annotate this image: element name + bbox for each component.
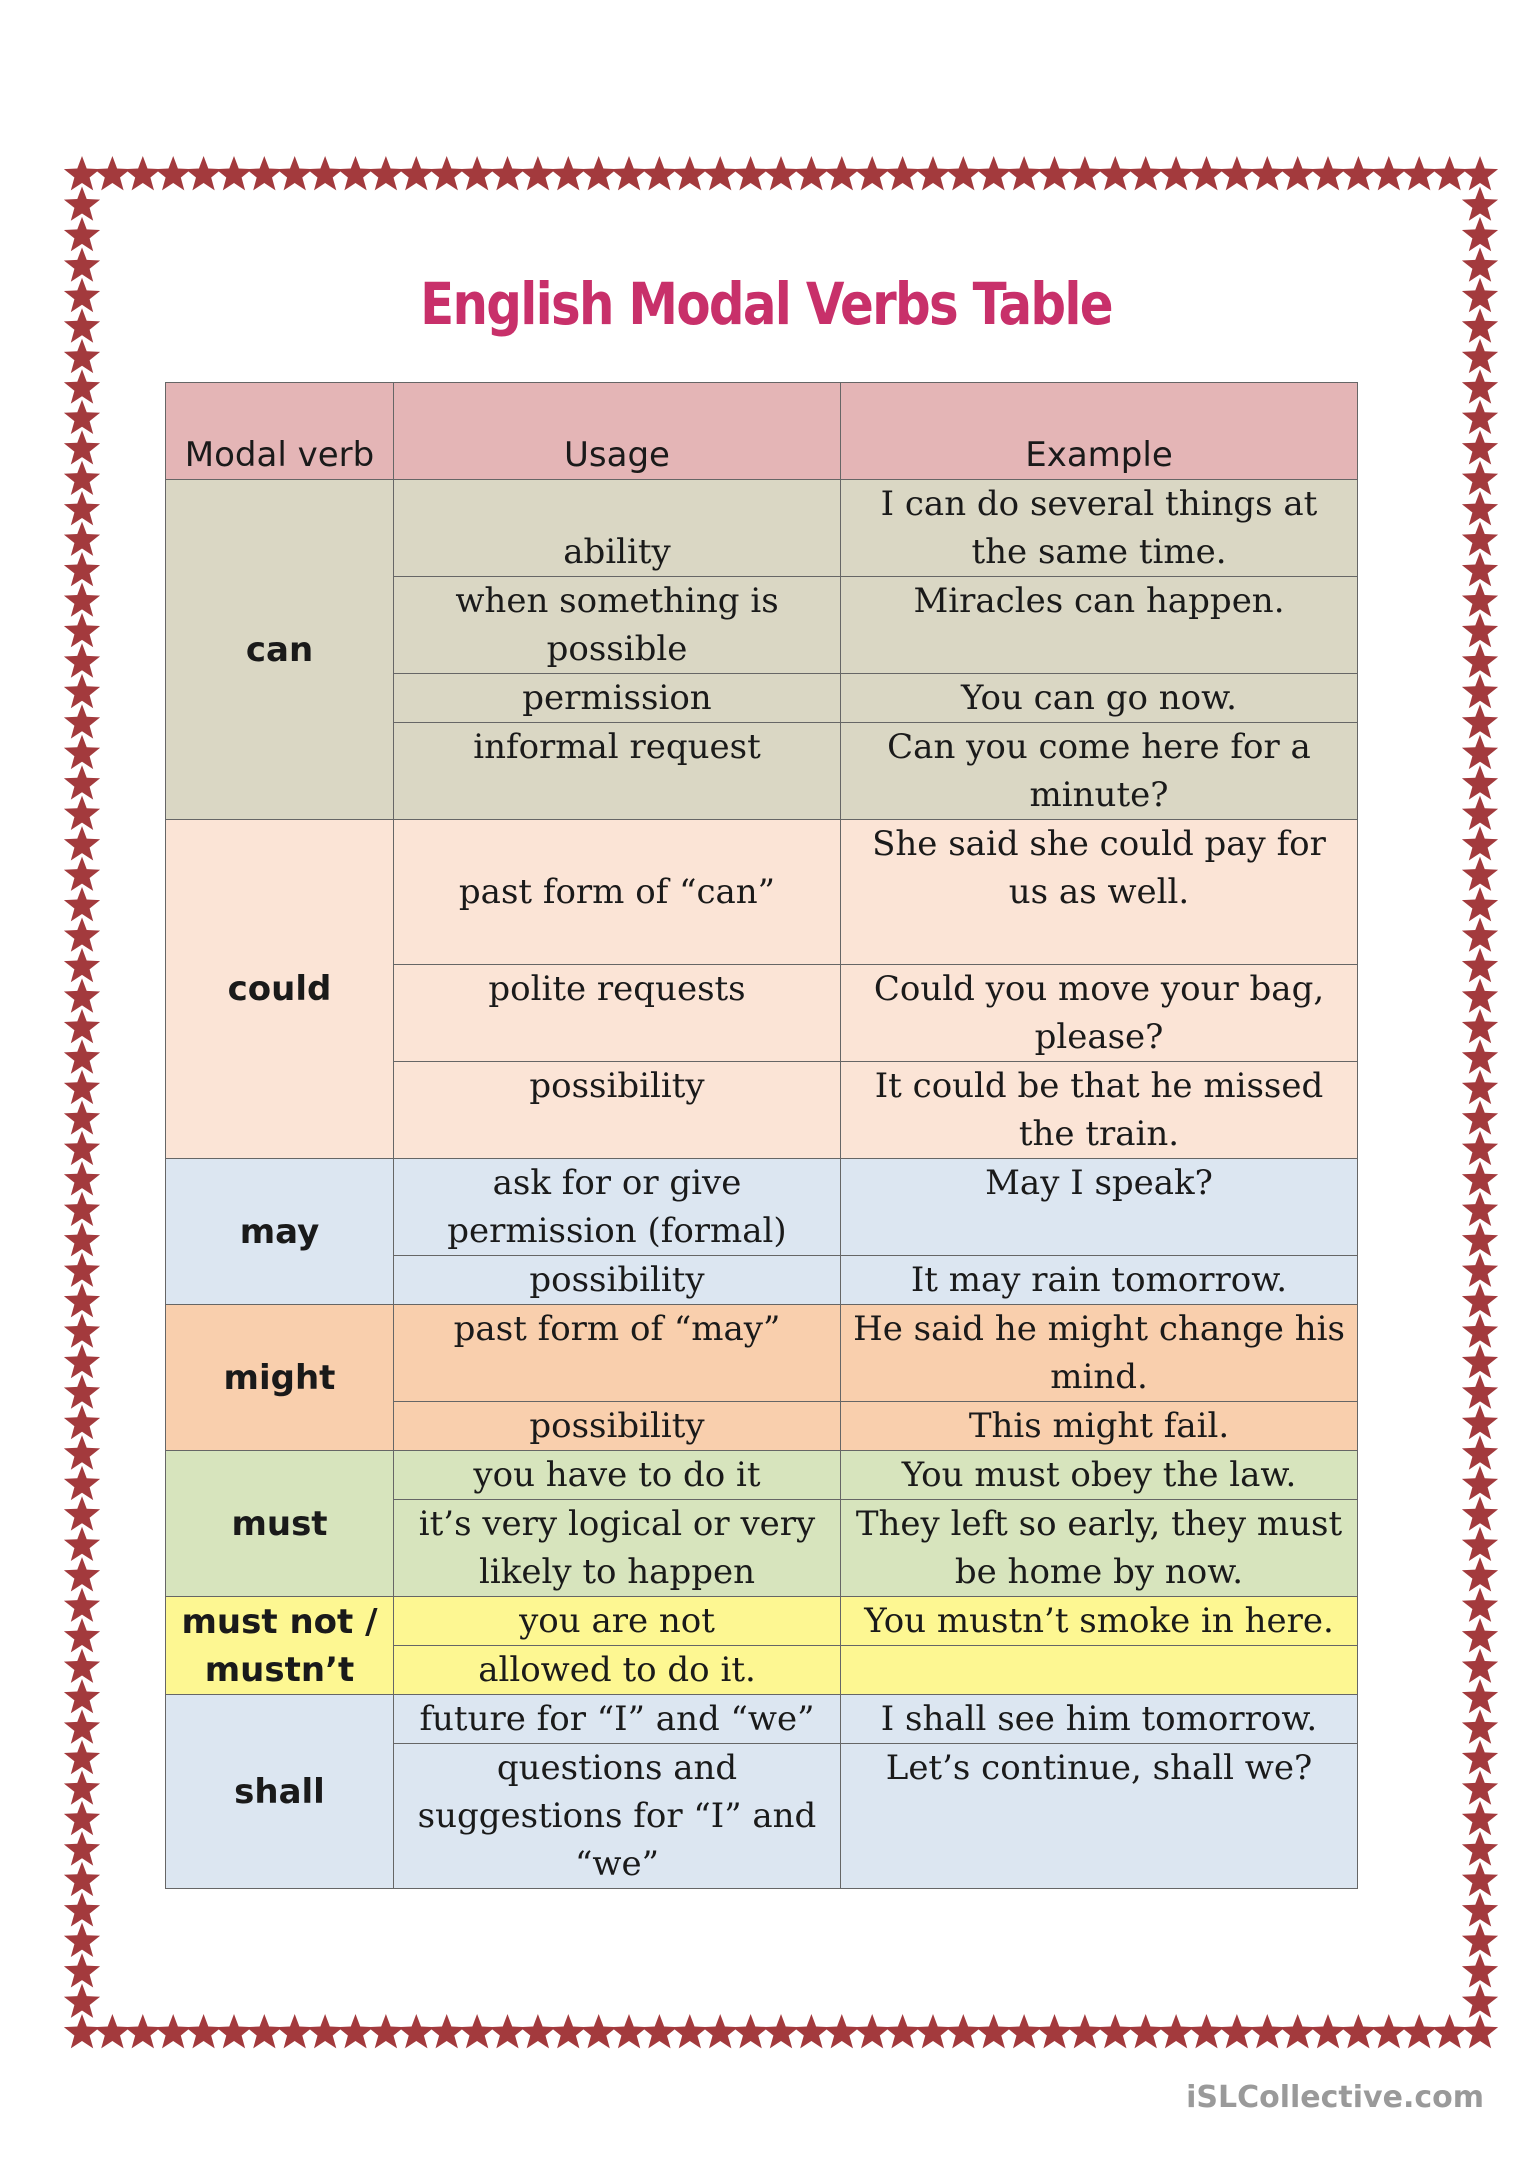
star-icon bbox=[1462, 491, 1498, 525]
star-icon bbox=[64, 1313, 100, 1347]
star-icon bbox=[64, 1984, 100, 2018]
star-icon bbox=[64, 1009, 100, 1043]
star-icon bbox=[885, 156, 921, 190]
star-icon bbox=[64, 247, 100, 281]
star-icon bbox=[64, 887, 100, 921]
example-cell: This might fail. bbox=[841, 1402, 1358, 1451]
star-icon bbox=[1462, 1588, 1498, 1622]
star-icon bbox=[1462, 1313, 1498, 1347]
star-icon bbox=[64, 1222, 100, 1256]
star-icon bbox=[1462, 1953, 1498, 1987]
star-icon bbox=[915, 2014, 951, 2048]
star-icon bbox=[64, 643, 100, 677]
star-icon bbox=[1462, 826, 1498, 860]
star-icon bbox=[1462, 918, 1498, 952]
star-icon bbox=[368, 156, 404, 190]
star-icon bbox=[702, 156, 738, 190]
star-icon bbox=[64, 1161, 100, 1195]
star-icon bbox=[459, 2014, 495, 2048]
star-icon bbox=[64, 1801, 100, 1835]
example-cell: I shall see him tomorrow. bbox=[841, 1695, 1358, 1744]
star-icon bbox=[1371, 2014, 1407, 2048]
star-icon bbox=[793, 156, 829, 190]
star-icon bbox=[1462, 613, 1498, 647]
star-icon bbox=[611, 156, 647, 190]
star-icon bbox=[64, 1100, 100, 1134]
star-icon bbox=[1097, 156, 1133, 190]
example-cell: Let’s continue, shall we? bbox=[841, 1744, 1358, 1889]
star-icon bbox=[1462, 217, 1498, 251]
usage-cell: past form of “can” bbox=[394, 820, 841, 965]
modal-verbs-table bbox=[165, 382, 1358, 1889]
star-icon bbox=[1462, 1923, 1498, 1957]
table-row bbox=[166, 1451, 1358, 1500]
star-icon bbox=[64, 339, 100, 373]
star-icon bbox=[64, 1557, 100, 1591]
star-icon bbox=[1340, 156, 1376, 190]
star-icon bbox=[1462, 1527, 1498, 1561]
usage-cell: informal request bbox=[394, 723, 841, 820]
star-icon bbox=[64, 948, 100, 982]
star-icon bbox=[1219, 2014, 1255, 2048]
star-icon bbox=[581, 2014, 617, 2048]
star-icon bbox=[945, 2014, 981, 2048]
verb-cell-must-not: must not / mustn’t bbox=[166, 1597, 394, 1695]
example-cell: You can go now. bbox=[841, 674, 1358, 723]
star-icon bbox=[854, 156, 890, 190]
star-icon bbox=[64, 308, 100, 342]
star-icon bbox=[1462, 1709, 1498, 1743]
star-icon bbox=[1462, 765, 1498, 799]
star-icon bbox=[1462, 582, 1498, 616]
star-icon bbox=[64, 1435, 100, 1469]
star-icon bbox=[854, 2014, 890, 2048]
watermark: iSLCollective.com bbox=[1186, 2080, 1484, 2115]
star-icon bbox=[64, 1649, 100, 1683]
star-icon bbox=[1462, 1374, 1498, 1408]
star-icon bbox=[1401, 156, 1437, 190]
star-icon bbox=[64, 491, 100, 525]
star-icon bbox=[1462, 552, 1498, 586]
example-cell: Could you move your bag, please? bbox=[841, 965, 1358, 1062]
star-icon bbox=[1462, 187, 1498, 221]
star-icon bbox=[1462, 1283, 1498, 1317]
star-icon bbox=[64, 1192, 100, 1226]
star-icon bbox=[1462, 1770, 1498, 1804]
star-icon bbox=[1462, 461, 1498, 495]
star-icon bbox=[64, 552, 100, 586]
example-cell: Can you come here for a minute? bbox=[841, 723, 1358, 820]
verb-cell-must: must bbox=[166, 1451, 394, 1597]
star-icon bbox=[1462, 887, 1498, 921]
star-icon bbox=[1462, 247, 1498, 281]
example-cell: It could be that he missed the train. bbox=[841, 1062, 1358, 1159]
star-icon bbox=[155, 156, 191, 190]
star-icon bbox=[64, 1496, 100, 1530]
usage-cell: when something is possible bbox=[394, 577, 841, 674]
star-icon bbox=[1188, 2014, 1224, 2048]
star-icon bbox=[429, 2014, 465, 2048]
star-icon bbox=[64, 613, 100, 647]
star-icon bbox=[1432, 2014, 1468, 2048]
example-cell: It may rain tomorrow. bbox=[841, 1256, 1358, 1305]
example-cell bbox=[841, 1646, 1358, 1695]
star-icon bbox=[94, 2014, 130, 2048]
star-icon bbox=[1462, 1192, 1498, 1226]
table-row bbox=[166, 480, 1358, 577]
star-icon bbox=[1462, 1070, 1498, 1104]
star-icon bbox=[64, 1892, 100, 1926]
table-row bbox=[166, 1695, 1358, 1744]
star-icon bbox=[246, 156, 282, 190]
star-icon bbox=[1462, 1679, 1498, 1713]
star-icon bbox=[64, 796, 100, 830]
verb-cell-might: might bbox=[166, 1305, 394, 1451]
star-icon bbox=[64, 1283, 100, 1317]
star-icon bbox=[1462, 1466, 1498, 1500]
star-icon bbox=[489, 2014, 525, 2048]
star-icon bbox=[125, 2014, 161, 2048]
star-icon bbox=[64, 522, 100, 556]
usage-cell: future for “I” and “we” bbox=[394, 1695, 841, 1744]
verb-cell-shall: shall bbox=[166, 1695, 394, 1889]
star-icon bbox=[1462, 796, 1498, 830]
star-icon bbox=[64, 278, 100, 312]
star-icon bbox=[64, 857, 100, 891]
star-icon bbox=[64, 1770, 100, 1804]
star-icon bbox=[885, 2014, 921, 2048]
usage-cell: questions and suggestions for “I” and “we” bbox=[394, 1744, 841, 1889]
star-icon bbox=[1462, 1862, 1498, 1896]
star-icon bbox=[125, 156, 161, 190]
star-icon bbox=[64, 1923, 100, 1957]
usage-cell: you are not bbox=[394, 1597, 841, 1646]
star-icon bbox=[277, 156, 313, 190]
table-row bbox=[166, 820, 1358, 965]
usage-cell: past form of “may” bbox=[394, 1305, 841, 1402]
star-icon bbox=[64, 582, 100, 616]
page-title: English Modal Verbs Table bbox=[420, 270, 1112, 338]
star-icon bbox=[1128, 2014, 1164, 2048]
star-icon bbox=[64, 1740, 100, 1774]
star-icon bbox=[1158, 156, 1194, 190]
star-icon bbox=[1462, 522, 1498, 556]
table-header-row bbox=[166, 383, 1358, 480]
star-icon bbox=[1462, 2014, 1498, 2048]
star-icon bbox=[64, 1953, 100, 1987]
star-icon bbox=[1462, 1253, 1498, 1287]
star-icon bbox=[1462, 156, 1498, 190]
star-icon bbox=[64, 187, 100, 221]
verb-cell-could: could bbox=[166, 820, 394, 1159]
star-icon bbox=[64, 1466, 100, 1500]
star-icon bbox=[641, 2014, 677, 2048]
star-icon bbox=[976, 156, 1012, 190]
star-icon bbox=[1310, 156, 1346, 190]
star-icon bbox=[64, 918, 100, 952]
star-icon bbox=[64, 1709, 100, 1743]
star-icon bbox=[459, 156, 495, 190]
example-cell: She said she could pay for us as well. bbox=[841, 820, 1358, 965]
star-icon bbox=[216, 2014, 252, 2048]
star-icon bbox=[1462, 1100, 1498, 1134]
star-icon bbox=[64, 1831, 100, 1865]
star-icon bbox=[702, 2014, 738, 2048]
usage-cell: allowed to do it. bbox=[394, 1646, 841, 1695]
star-icon bbox=[64, 1618, 100, 1652]
star-icon bbox=[64, 735, 100, 769]
star-icon bbox=[672, 2014, 708, 2048]
usage-cell: ask for or give permission (formal) bbox=[394, 1159, 841, 1256]
star-icon bbox=[64, 1527, 100, 1561]
star-icon bbox=[1280, 156, 1316, 190]
star-icon bbox=[1462, 308, 1498, 342]
star-icon bbox=[1462, 1618, 1498, 1652]
star-icon bbox=[1188, 156, 1224, 190]
star-icon bbox=[64, 1131, 100, 1165]
star-icon bbox=[1037, 156, 1073, 190]
example-cell: They left so early, they must be home by now. bbox=[841, 1500, 1358, 1597]
star-icon bbox=[581, 156, 617, 190]
usage-cell: it’s very logical or very likely to happen bbox=[394, 1500, 841, 1597]
star-icon bbox=[64, 1588, 100, 1622]
star-icon bbox=[1462, 1984, 1498, 2018]
star-icon bbox=[64, 765, 100, 799]
star-icon bbox=[915, 156, 951, 190]
star-icon bbox=[155, 2014, 191, 2048]
star-icon bbox=[64, 1039, 100, 1073]
star-icon bbox=[1462, 400, 1498, 434]
star-icon bbox=[64, 1253, 100, 1287]
star-icon bbox=[1462, 735, 1498, 769]
table-row bbox=[166, 1159, 1358, 1256]
star-icon bbox=[1219, 156, 1255, 190]
star-icon bbox=[1462, 1649, 1498, 1683]
star-icon bbox=[1097, 2014, 1133, 2048]
star-icon bbox=[1006, 2014, 1042, 2048]
star-icon bbox=[1067, 2014, 1103, 2048]
star-icon bbox=[550, 156, 586, 190]
usage-cell: permission bbox=[394, 674, 841, 723]
usage-cell: you have to do it bbox=[394, 1451, 841, 1500]
star-icon bbox=[338, 156, 374, 190]
star-icon bbox=[611, 2014, 647, 2048]
star-icon bbox=[64, 1862, 100, 1896]
star-icon bbox=[64, 461, 100, 495]
star-icon bbox=[793, 2014, 829, 2048]
star-icon bbox=[1462, 704, 1498, 738]
star-icon bbox=[64, 369, 100, 403]
example-cell: May I speak? bbox=[841, 1159, 1358, 1256]
star-icon bbox=[641, 156, 677, 190]
star-icon bbox=[1462, 278, 1498, 312]
star-icon bbox=[1462, 1009, 1498, 1043]
star-icon bbox=[1249, 156, 1285, 190]
example-cell: You must obey the law. bbox=[841, 1451, 1358, 1500]
star-icon bbox=[64, 1679, 100, 1713]
star-icon bbox=[672, 156, 708, 190]
usage-cell: ability bbox=[394, 480, 841, 577]
star-icon bbox=[1462, 1496, 1498, 1530]
star-icon bbox=[64, 704, 100, 738]
star-icon bbox=[1462, 1892, 1498, 1926]
usage-cell: polite requests bbox=[394, 965, 841, 1062]
star-icon bbox=[216, 156, 252, 190]
star-icon bbox=[489, 156, 525, 190]
usage-cell: possibility bbox=[394, 1062, 841, 1159]
example-cell: I can do several things at the same time. bbox=[841, 480, 1358, 577]
table-row bbox=[166, 1305, 1358, 1402]
example-cell: He said he might change his mind. bbox=[841, 1305, 1358, 1402]
star-icon bbox=[1462, 1405, 1498, 1439]
star-icon bbox=[1462, 430, 1498, 464]
star-icon bbox=[824, 2014, 860, 2048]
star-icon bbox=[64, 1405, 100, 1439]
star-icon bbox=[1462, 1039, 1498, 1073]
star-icon bbox=[1462, 1344, 1498, 1378]
star-icon bbox=[1340, 2014, 1376, 2048]
star-icon bbox=[1462, 674, 1498, 708]
star-icon bbox=[368, 2014, 404, 2048]
star-icon bbox=[976, 2014, 1012, 2048]
star-icon bbox=[1128, 156, 1164, 190]
star-icon bbox=[64, 400, 100, 434]
example-cell: You mustn’t smoke in here. bbox=[841, 1597, 1358, 1646]
star-icon bbox=[277, 2014, 313, 2048]
star-icon bbox=[94, 156, 130, 190]
star-icon bbox=[1006, 156, 1042, 190]
star-icon bbox=[763, 156, 799, 190]
star-icon bbox=[398, 2014, 434, 2048]
star-icon bbox=[64, 1344, 100, 1378]
header-modal-verb: Modal verb bbox=[166, 383, 394, 480]
star-icon bbox=[1462, 948, 1498, 982]
star-icon bbox=[1462, 978, 1498, 1012]
star-icon bbox=[1037, 2014, 1073, 2048]
star-icon bbox=[1462, 1557, 1498, 1591]
star-icon bbox=[1067, 156, 1103, 190]
star-icon bbox=[307, 156, 343, 190]
star-icon bbox=[550, 2014, 586, 2048]
star-icon bbox=[1158, 2014, 1194, 2048]
star-icon bbox=[1401, 2014, 1437, 2048]
star-icon bbox=[763, 2014, 799, 2048]
star-icon bbox=[520, 156, 556, 190]
verb-cell-can: can bbox=[166, 480, 394, 820]
star-icon bbox=[1432, 156, 1468, 190]
star-icon bbox=[64, 826, 100, 860]
usage-cell: possibility bbox=[394, 1256, 841, 1305]
star-icon bbox=[1462, 1831, 1498, 1865]
star-icon bbox=[398, 156, 434, 190]
star-icon bbox=[1462, 1131, 1498, 1165]
star-icon bbox=[186, 2014, 222, 2048]
star-icon bbox=[1280, 2014, 1316, 2048]
star-icon bbox=[733, 2014, 769, 2048]
header-example: Example bbox=[841, 383, 1358, 480]
star-icon bbox=[1310, 2014, 1346, 2048]
star-icon bbox=[64, 217, 100, 251]
star-icon bbox=[338, 2014, 374, 2048]
star-icon bbox=[1462, 1435, 1498, 1469]
star-icon bbox=[1462, 1801, 1498, 1835]
table-row bbox=[166, 1597, 1358, 1646]
star-icon bbox=[1462, 643, 1498, 677]
example-cell: Miracles can happen. bbox=[841, 577, 1358, 674]
usage-cell: possibility bbox=[394, 1402, 841, 1451]
star-icon bbox=[824, 156, 860, 190]
star-icon bbox=[1462, 369, 1498, 403]
star-icon bbox=[1249, 2014, 1285, 2048]
star-icon bbox=[1462, 339, 1498, 373]
star-icon bbox=[186, 156, 222, 190]
star-icon bbox=[64, 430, 100, 464]
star-icon bbox=[246, 2014, 282, 2048]
star-icon bbox=[64, 978, 100, 1012]
star-icon bbox=[1462, 857, 1498, 891]
star-icon bbox=[1462, 1222, 1498, 1256]
star-icon bbox=[945, 156, 981, 190]
star-icon bbox=[64, 156, 100, 190]
star-icon bbox=[1462, 1740, 1498, 1774]
star-icon bbox=[733, 156, 769, 190]
star-icon bbox=[520, 2014, 556, 2048]
star-icon bbox=[64, 674, 100, 708]
star-icon bbox=[64, 1374, 100, 1408]
verb-cell-may: may bbox=[166, 1159, 394, 1305]
star-icon bbox=[307, 2014, 343, 2048]
star-icon bbox=[64, 2014, 100, 2048]
star-icon bbox=[1462, 1161, 1498, 1195]
star-icon bbox=[429, 156, 465, 190]
star-icon bbox=[64, 1070, 100, 1104]
star-icon bbox=[1371, 156, 1407, 190]
header-usage: Usage bbox=[394, 383, 841, 480]
